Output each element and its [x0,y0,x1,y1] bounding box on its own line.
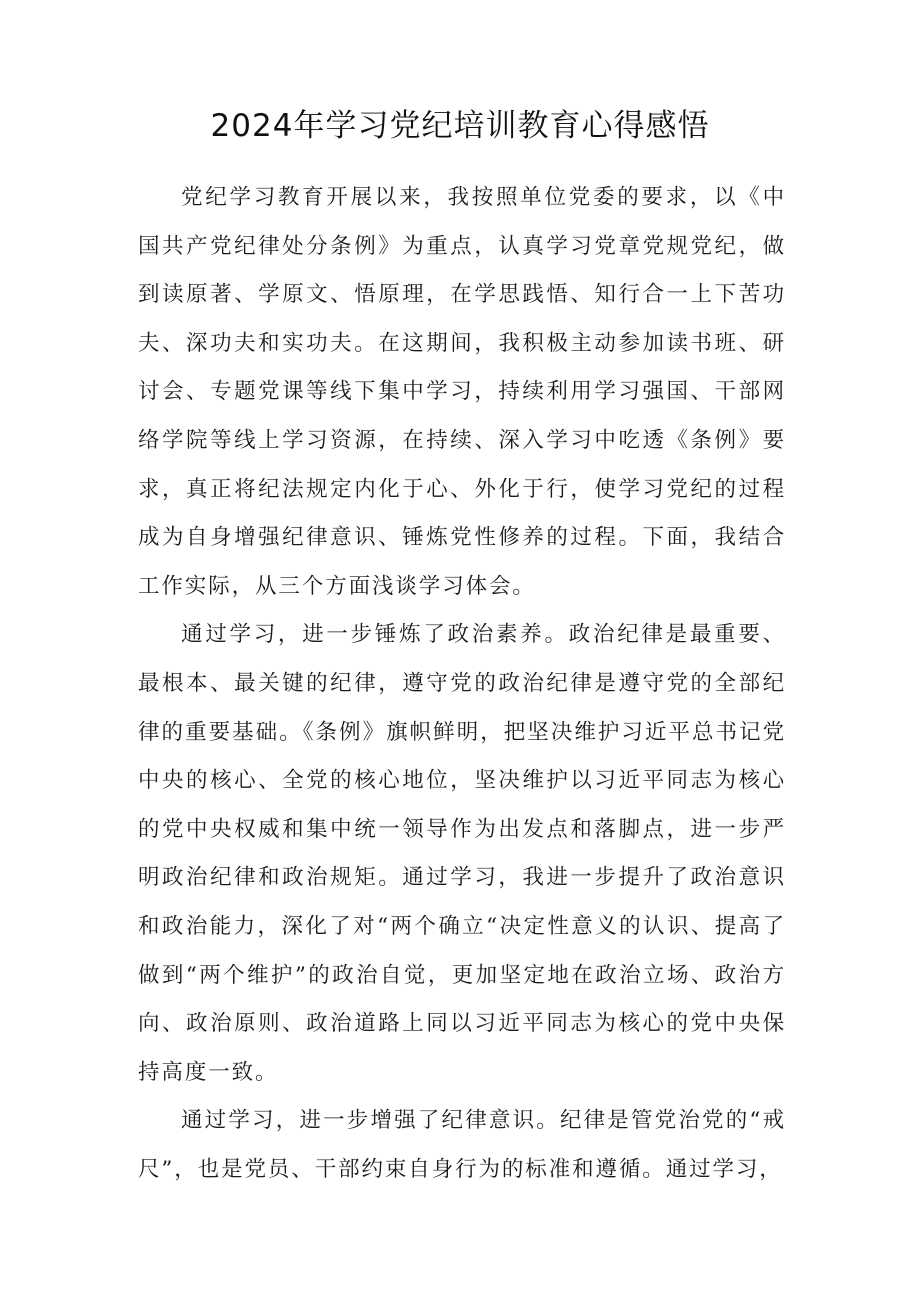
paragraph-3: 通过学习，进一步增强了纪律意识。纪律是管党治党的“戒尺”，也是党员、干部约束自身行为的标准和遵循。通过学习， [138,1108,786,1182]
document-title: 2024年学习党纪培训教育心得感悟 [210,108,710,144]
paragraph-1: 党纪学习教育开展以来，我按照单位党委的要求，以《中国共产党纪律处分条例》为重点，认真学习党章党规党纪，做到读原著、学原文、悟原理，在学思践悟、知行合一上下苦功夫、深功夫和实功夫。在这期间，我积极主动参加读书班、研讨会、专题党课等线下集中学习，持续利用学习强国、干部网络学院等线上学习资源，在持续、深入学习中吃透《条例》要求，真正将纪法规定内化于心、外化于行，使学习党纪的过程成为自身增强纪律意识、锤炼党性修养的过程。下面，我结合工作实际，从三个方面浅谈学习体会。 [138,185,786,599]
paragraph-2: 通过学习，进一步锤炼了政治素养。政治纪律是最重要、最根本、最关键的纪律，遵守党的政治纪律是遵守党的全部纪律的重要基础。《条例》旗帜鲜明，把坚决维护习近平总书记党中央的核心、全党的核心地位，坚决维护以习近平同志为核心的党中央权威和集中统一领导作为出发点和落脚点，进一步严明政治纪律和政治规矩。通过学习，我进一步提升了政治意识和政治能力，深化了对“两个确立“决定性意义的认识、提高了做到“两个维护”的政治自觉，更加坚定地在政治立场、政治方向、政治原则、政治道路上同以习近平同志为核心的党中央保持高度一致。 [138,622,786,1085]
document-body [138,174,786,1194]
